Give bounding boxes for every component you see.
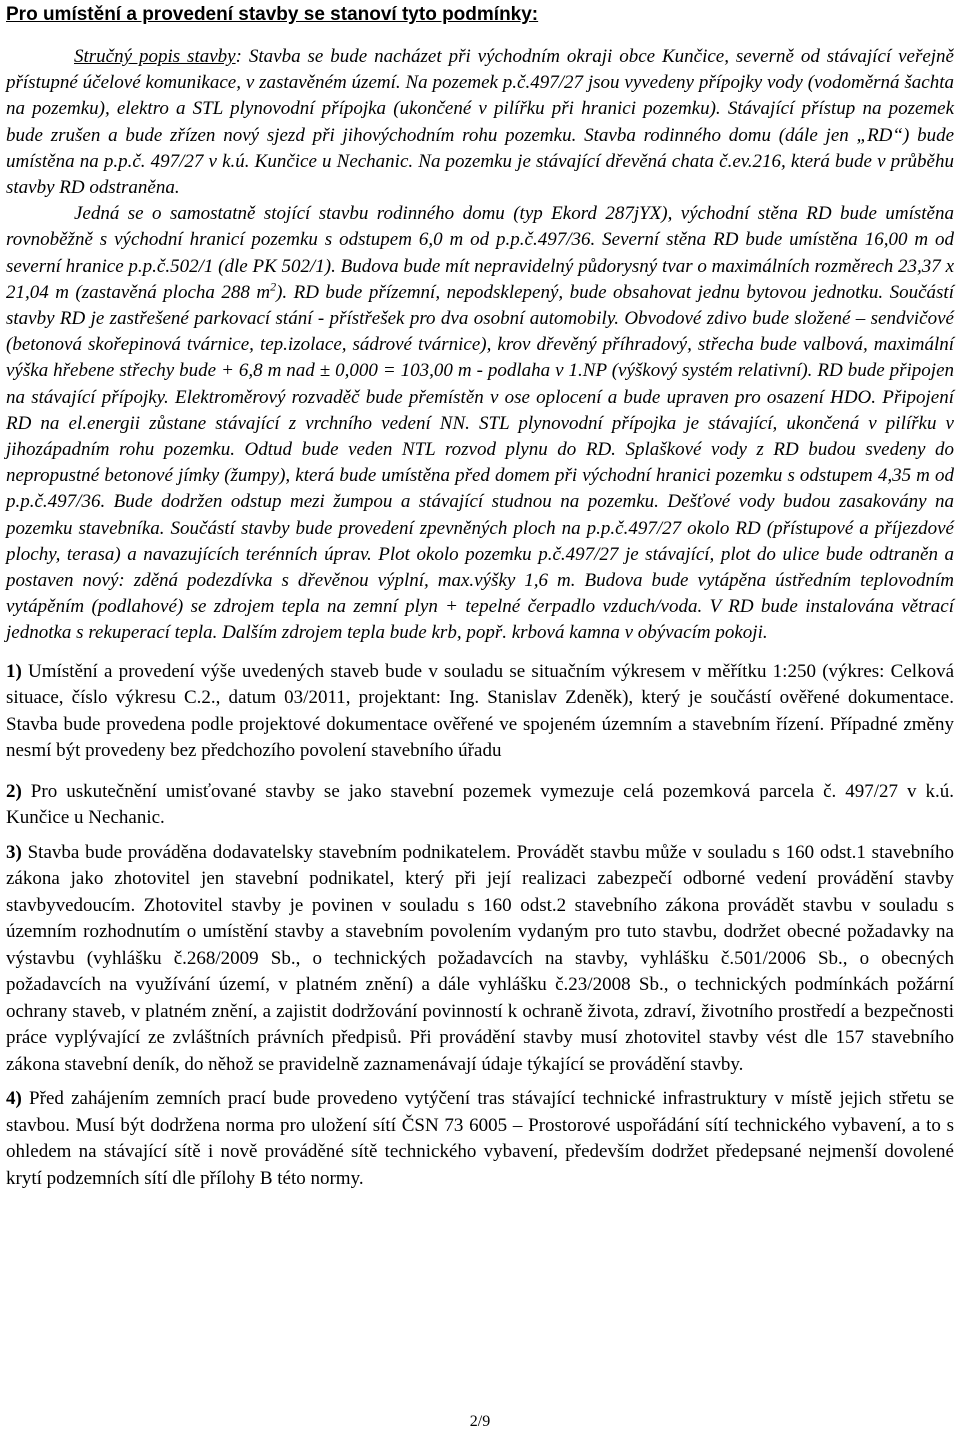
condition-number: 2) [6, 780, 22, 802]
description-paragraph-1 [6, 44, 954, 201]
condition-2 [6, 779, 954, 832]
description-text-2a: Jedná se o samostatně stojící stavbu rodinného domu (typ Ekord 287jYX), východní stěna RD bude umístěna rovnoběžně s východní hranicí pozemku s odstupem 6,0 m od p.p.č.497/36. Severní stěna RD bude umístěna 16,00 m od severní hranice p.p.č.502/1 (dle PK 502/1). Budova bude mít nepravidelný půdorysný tvar o maximálních rozměrech 23,37 x 21,04 m (zastavěná plocha 288 m [6, 203, 954, 303]
condition-number: 4) [6, 1088, 22, 1110]
condition-text: Pro uskutečnění umisťované stavby se jako stavební pozemek vymezuje celá pozemková parcela č. 497/27 v k.ú. Kunčice u Nechanic. [6, 780, 954, 829]
section-heading: Pro umístění a provedení stavby se stanoví tyto podmínky: [6, 4, 539, 25]
condition-number: 1) [6, 660, 22, 682]
condition-number: 3) [6, 841, 22, 863]
condition-text: Umístění a provedení výše uvedených staveb bude v souladu se situačním výkresem v měřítku 1:250 (výkres: Celková situace, číslo výkresu C.2., datum 03/2011, projektant: Ing. Stanislav Zdeněk), který je součástí ověřené dokumentace. Stavba bude provedena podle projektové dokumentace ověřené ve spojeném územním a stavebním řízení. Případné změny nesmí být provedeny bez předchozího povolení stavebního úřadu [6, 660, 954, 762]
description-text-2b: ). RD bude přízemní, nepodsklepený, bude obsahovat jednu bytovou jednotku. Součástí stavby RD je zastřešené parkovací stání - přístřešek pro dva osobní automobily. Obvodové zdivo bude složené – sendvičové (betonová skořepinová tvárnice, tep.izolace, sádrové tvárnice), krov dřevěný příhradový, střecha bude valbová, maximální výška hřebene střechy bude + 6,8 m nad ± 0,000 = 103,00 m - podlaha v 1.NP (výškový systém relativní). RD bude připojen na stávající přípojky. Elektroměrový rozvaděč bude přemístěn v ose oplocení a bude upraven pro osazení HDO. Připojení RD na el.energii zůstane stávající z vrchního vedení NN. STL plynovodní přípojka je stávající, ukončená v pilířku v jihozápadním rohu pozemku. Odtud bude veden NTL rozvod plynu do RD. Splaškové vody z RD budou svedeny do nepropustné betonové jímky (žumpy), která bude umístěna před domem při východní hranici pozemku s odstupem 4,35 m od p.p.č.497/36. Bude dodržen odstup mezi žumpou a stávající studnou na pozemku. Dešťové vody budou zasakovány na pozemku stavebníka. Součástí stavby bude provedení zpevněných ploch na p.p.č.497/27 okolo RD (přístupové a příjezdové plochy, terasa) a navazujících terénních úprav. Plot okolo pozemku p.č.497/27 je stávající, plot do ulice bude odtraněn a postaven nový: zděná podezdívka s dřevěnou výplní, max.výšky 1,6 m. Budova bude vytápěna ústředním teplovodním vytápěním (podlahové) se zdrojem tepla na zemní plyn + tepelné čerpadlo vzduch/voda. V RD bude instalována větrací jednotka s rekuperací tepla. Dalším zdrojem tepla bude krb, popř. krbová kamna v obývacím pokoji. [6, 281, 954, 644]
page-number: 2/9 [469, 1413, 491, 1430]
area-unit-superscript: 2 [270, 279, 277, 294]
condition-text: Stavba bude prováděna dodavatelsky stavebním podnikatelem. Provádět stavbu může v souladu s 160 odst.1 stavebního zákona jako zhotovitel jen stavební podnikatel, který při její realizaci zabezpečí odborné vedení provádění stavby stavbyvedoucím. Zhotovitel stavby je povinen v souladu s 160 odst.2 stavebního zákona provádět stavbu v souladu s územním rozhodnutím o umístění stavby a stavebním povolením vydaným pro tuto stavbu, dodržet obecné požadavky na výstavbu (vyhlášku č.268/2009 Sb., o technických požadavcích na stavby, vyhlášku č.501/2006 Sb., o obecných požadavcích na využívání území, v platném znění) a dále vyhlášku č.23/2008 Sb., o technických podmínkách požární ochrany staveb, v platném znění, a zajistit dodržování povinností k ochraně života, zdraví, životního prostředí a bezpečnosti práce vyplývající ze zvláštních právních předpisů. Při provádění stavby musí zhotovitel stavby vést dle 157 stavebního zákona stavební deník, do něhož se pravidelně zaznamenávají údaje týkající se provádění stavby. [6, 841, 954, 1075]
description-label: Stručný popis stavby [74, 46, 236, 67]
condition-4 [6, 1086, 954, 1192]
description-text-1: : Stavba se bude nacházet při východním okraji obce Kunčice, severně od stávající veřejně přístupné účelové komunikace, v zastavěném území. Na pozemek p.č.497/27 jsou vyvedeny přípojky vody (vodoměrná šachta na pozemku), elektro a STL plynovodní přípojka (ukončené v pilířku při hranici pozemku). Stávající přístup na pozemek bude zrušen a bude zřízen nový sjezd při jihovýchodním rohu pozemku. Stavba rodinného domu (dále jen „RD“) bude umístěna na p.p.č. 497/27 v k.ú. Kunčice u Nechanic. Na pozemku je stávající dřevěná chata č.ev.216, která bude v průběhu stavby RD odstraněna. [6, 46, 954, 199]
condition-1 [6, 659, 954, 765]
condition-text: Před zahájením zemních prací bude provedeno vytýčení tras stávající technické infrastruktury v místě jejich střetu se stavbou. Musí být dodržena norma pro uložení sítí ČSN 73 6005 – Prostorové uspořádání sítí technického vybavení, a to s ohledem na stávající sítě i nově prováděné sítě technického vybavení, především dodržet předepsané nejmenší dovolené krytí podzemních sítí dle přílohy B této normy. [6, 1088, 954, 1189]
description-paragraph-2 [6, 201, 954, 646]
condition-3 [6, 840, 954, 1079]
